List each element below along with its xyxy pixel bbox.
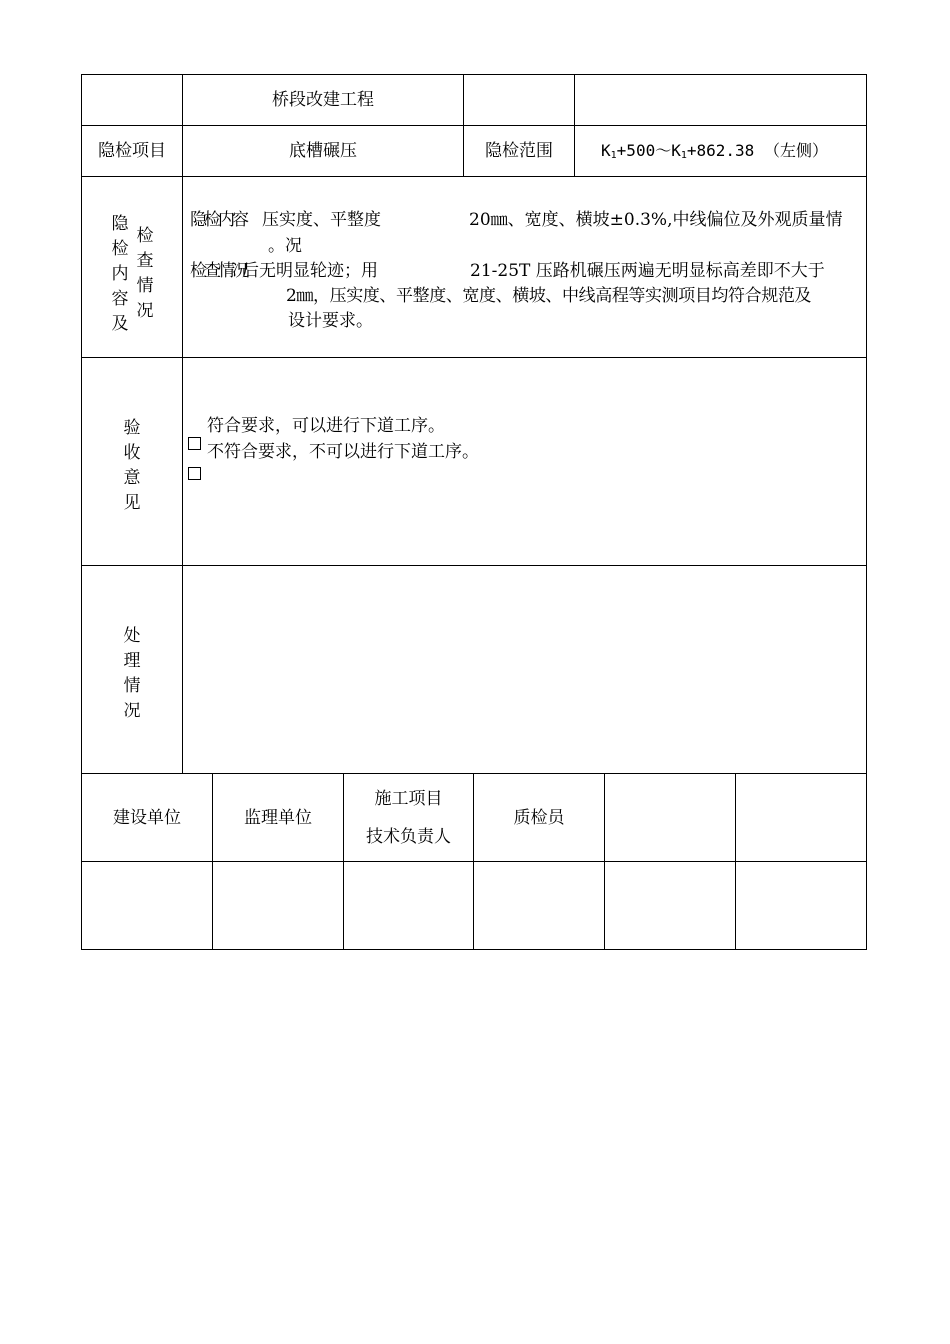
row-divider (81, 357, 867, 358)
inspection-line3-b: 后无明显轮迹；用 (242, 261, 378, 281)
row-divider (81, 125, 867, 126)
inspection-line1-a: 隐检内容 (190, 210, 246, 230)
sig-header-owner: 建设单位 (113, 808, 181, 828)
item-value: 底槽碾压 (289, 141, 357, 161)
col-divider (735, 773, 736, 950)
col-divider (182, 74, 183, 773)
sig-header-tech-lead: 技术负责人 (366, 827, 451, 847)
row-divider (81, 773, 867, 774)
col-divider (473, 773, 474, 950)
acceptance-option1: 符合要求，可以进行下道工序。 (207, 416, 445, 436)
inspection-label-right: 检查情况 (136, 226, 154, 321)
inspection-label-left: 隐检内容及 (111, 214, 129, 334)
acceptance-option2: 不符合要求，不可以进行下道工序。 (207, 442, 479, 462)
col-divider (604, 773, 605, 950)
sig-header-construction: 施工项目 (374, 789, 443, 809)
row-divider (81, 861, 867, 862)
inspection-line5: 设计要求。 (288, 311, 373, 331)
acceptance-label: 验收意见 (123, 418, 141, 513)
option2-checkbox[interactable] (188, 467, 201, 480)
option1-checkbox[interactable] (188, 437, 201, 450)
sig-header-inspector: 质检员 (513, 808, 565, 828)
row-divider (81, 565, 867, 566)
inspection-line2: 。况 (268, 236, 302, 256)
inspection-line4: 2㎜，压实度、平整度、宽度、横坡、中线高程等实测项目均符合规范及 (286, 286, 812, 306)
project-name: 桥段改建工程 (272, 90, 374, 110)
row-divider (81, 176, 867, 177)
inspection-line3-a: 检查情况 (190, 261, 246, 281)
sig-header-supervisor: 监理单位 (244, 808, 312, 828)
item-label: 隐检项目 (98, 141, 166, 161)
col-divider (574, 74, 575, 176)
range-label: 隐检范围 (485, 141, 553, 161)
inspection-line1-c: 20㎜、宽度、横坡±0.3%,中线偏位及外观质量情 (469, 210, 843, 230)
handling-label: 处理情况 (123, 626, 141, 721)
range-value: $K_1+500\sim K_1+862.38$ （左侧） (601, 141, 828, 161)
inspection-line3-c: 21-25T 压路机碾压两遍无明显标高差即不大于 (470, 261, 825, 281)
inspection-line1-b: 压实度、平整度 (262, 210, 381, 230)
col-divider (212, 773, 213, 950)
